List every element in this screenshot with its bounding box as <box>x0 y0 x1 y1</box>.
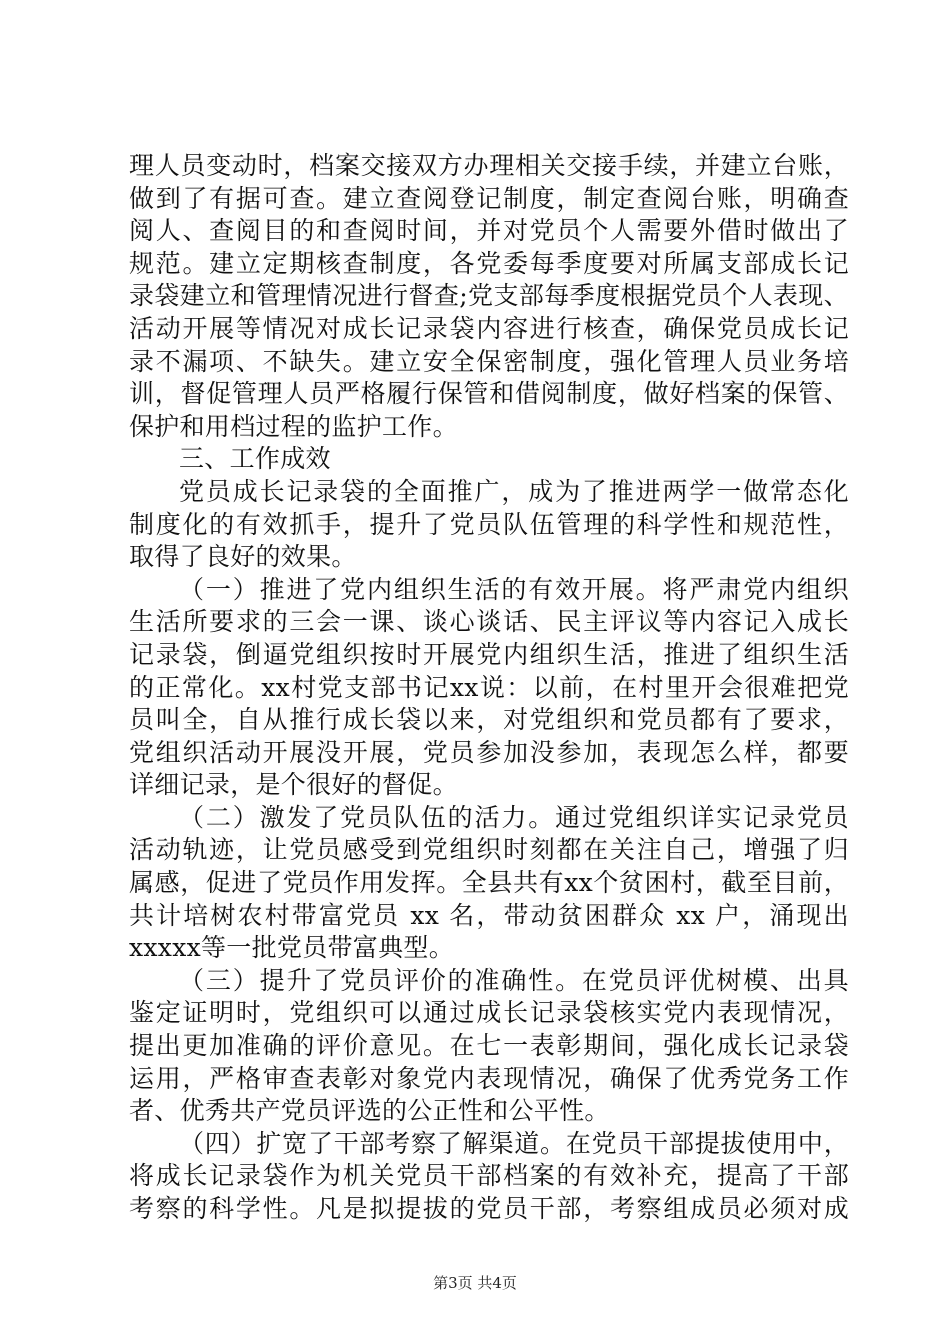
text-line: 党组织活动开展没开展，党员参加没参加，表现怎么样，都要 <box>129 737 849 767</box>
text-line: 生活所要求的三会一课、谈心谈话、民主评议等内容记入成长 <box>129 607 849 637</box>
text-line: 详细记录，是个很好的督促。 <box>129 770 458 800</box>
text-line: 记录袋，倒逼党组织按时开展党内组织生活，推进了组织生活 <box>129 639 849 669</box>
text-line: 者、优秀共产党员评选的公正性和公平性。 <box>129 1096 610 1126</box>
text-line: （二）激发了党员队伍的活力。通过党组织详实记录党员 <box>179 802 849 832</box>
text-line: 训，督促管理人员严格履行保管和借阅制度，做好档案的保管、 <box>129 379 849 409</box>
page-number: 第3页 共4页 <box>433 1274 517 1292</box>
text-line: 制度化的有效抓手，提升了党员队伍管理的科学性和规范性， <box>129 509 849 539</box>
text-line: 的正常化。xx村党支部书记xx说：以前，在村里开会很难把党 <box>129 672 849 702</box>
text-line: 保护和用档过程的监护工作。 <box>129 411 458 441</box>
text-line: 提出更加准确的评价意见。在七一表彰期间，强化成长记录袋 <box>129 1031 849 1061</box>
page-footer <box>0 1273 950 1293</box>
text-line: （四）扩宽了干部考察了解渠道。在党员干部提拔使用中， <box>179 1128 849 1158</box>
text-line: （一）推进了党内组织生活的有效开展。将严肃党内组织 <box>179 574 849 604</box>
text-line: 录袋建立和管理情况进行督查;党支部每季度根据党员个人表现、 <box>129 281 849 311</box>
text-line: xxxxx等一批党员带富典型。 <box>129 933 454 963</box>
text-line: 录不漏项、不缺失。建立安全保密制度，强化管理人员业务培 <box>129 346 849 376</box>
text-line: 理人员变动时，档案交接双方办理相关交接手续，并建立台账， <box>129 151 849 180</box>
text-line: 鉴定证明时，党组织可以通过成长记录袋核实党内表现情况， <box>129 998 849 1028</box>
text-line: 活动开展等情况对成长记录袋内容进行核查，确保党员成长记 <box>129 313 849 343</box>
text-line: 属感，促进了党员作用发挥。全县共有xx个贫困村，截至目前， <box>129 868 849 898</box>
text-line: 员叫全，自从推行成长袋以来，对党组织和党员都有了要求， <box>129 705 849 735</box>
section-heading: 三、工作成效 <box>179 444 331 474</box>
text-line: （三）提升了党员评价的准确性。在党员评优树模、出具 <box>179 965 849 995</box>
text-line: 活动轨迹，让党员感受到党组织时刻都在关注自己，增强了归 <box>129 835 849 865</box>
text-line: 做到了有据可查。建立查阅登记制度，制定查阅台账，明确查 <box>129 183 849 213</box>
text-line: 将成长记录袋作为机关党员干部档案的有效补充，提高了干部 <box>129 1161 849 1191</box>
text-line: 党员成长记录袋的全面推广，成为了推进两学一做常态化 <box>179 476 849 506</box>
text-line: 阅人、查阅目的和查阅时间，并对党员个人需要外借时做出了 <box>129 216 849 246</box>
text-line: 考察的科学性。凡是拟提拔的党员干部，考察组成员必须对成 <box>129 1194 849 1223</box>
text-line: 取得了良好的效果。 <box>129 542 357 572</box>
body-text <box>129 150 849 1226</box>
text-line: 运用，严格审查表彰对象党内表现情况，确保了优秀党务工作 <box>129 1063 849 1093</box>
text-line: 共计培树农村带富党员 xx 名，带动贫困群众 xx 户，涌现出 <box>129 900 849 930</box>
text-line: 规范。建立定期核查制度，各党委每季度要对所属支部成长记 <box>129 248 849 278</box>
